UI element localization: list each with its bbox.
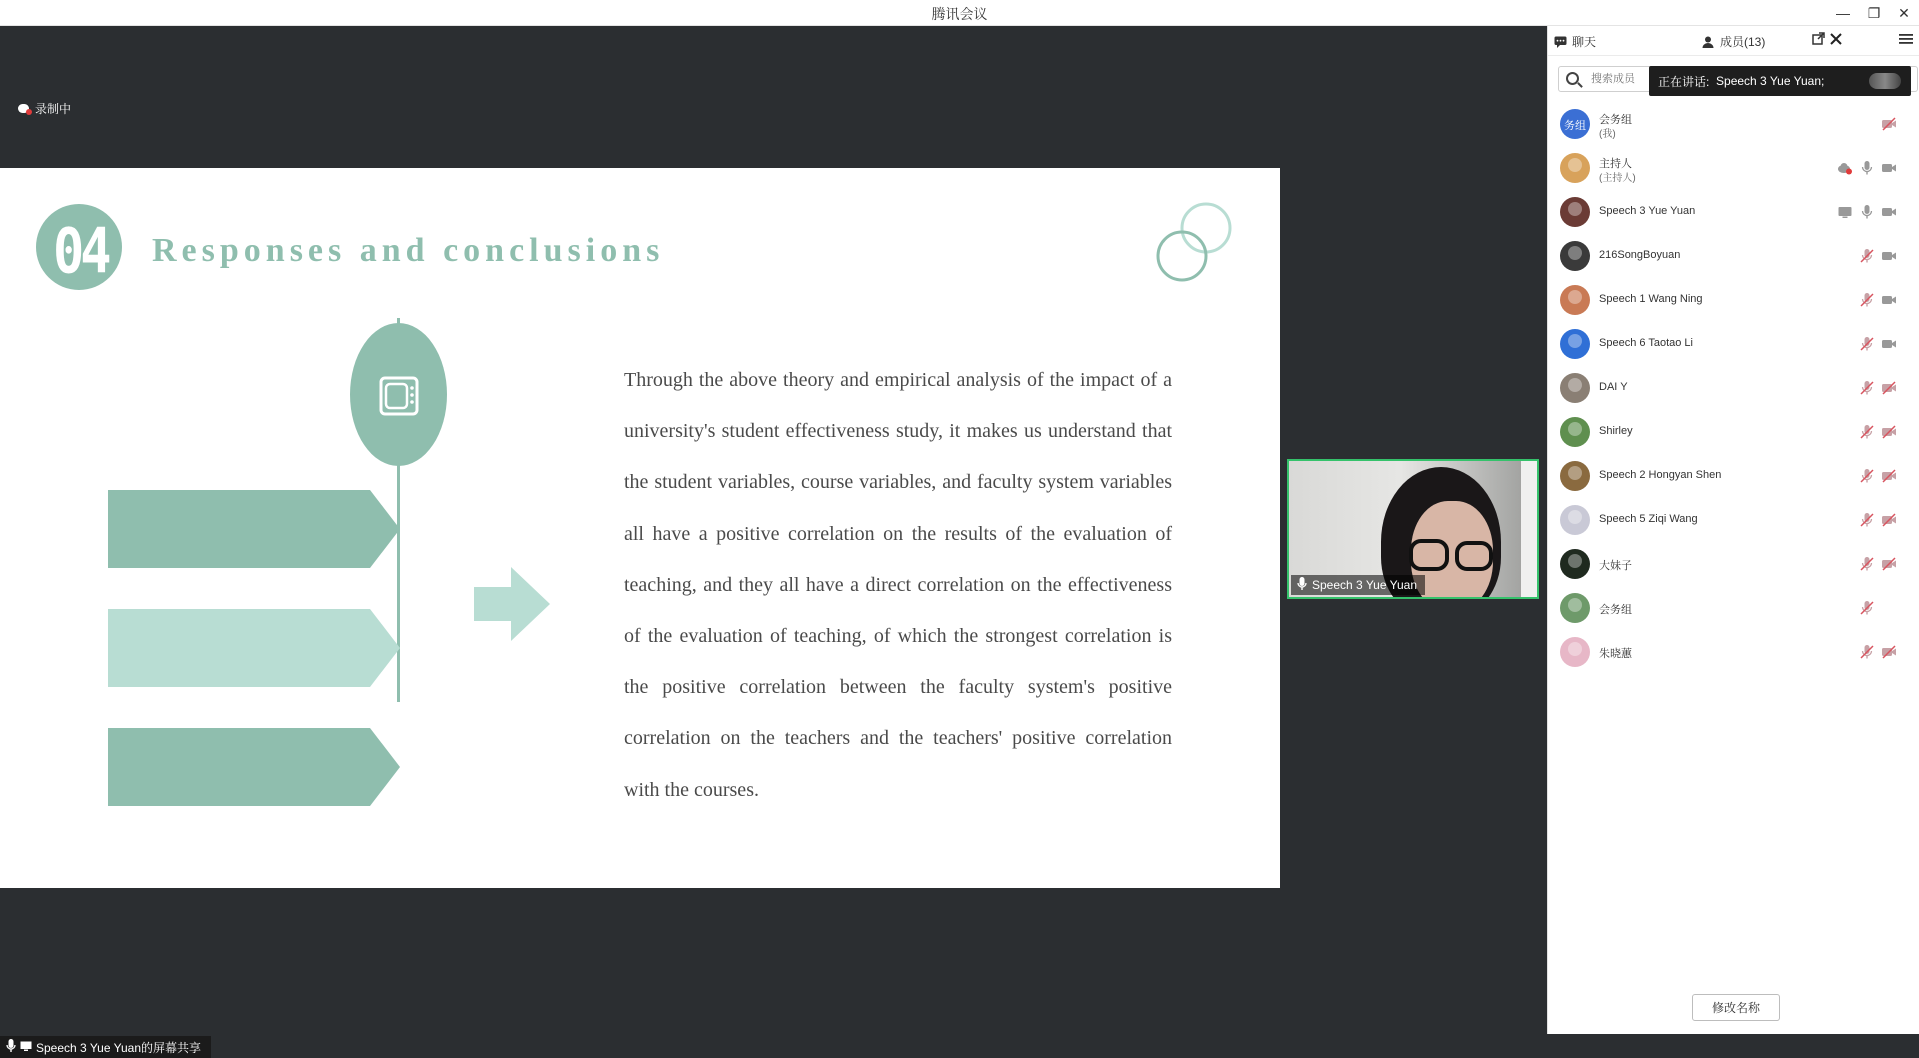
cloud-record-icon[interactable] (1837, 160, 1853, 176)
slide-title: Responses and conclusions (152, 232, 665, 269)
mic-muted-icon[interactable] (1859, 292, 1875, 308)
camera-off-icon[interactable] (1881, 644, 1897, 660)
avatar-text: 务组 (1564, 120, 1586, 132)
camera-icon[interactable] (1881, 336, 1897, 352)
mic-muted-icon[interactable] (1859, 556, 1875, 572)
recording-label: 录制中 (35, 101, 72, 116)
camera-off-icon[interactable] (1881, 424, 1897, 440)
camera-off-icon[interactable] (1881, 468, 1897, 484)
mic-icon (6, 1039, 16, 1056)
member-row[interactable] (1548, 322, 1919, 366)
avatar (1560, 505, 1590, 535)
member-name: Shirley (1599, 425, 1633, 437)
mic-muted-icon[interactable] (1859, 336, 1875, 352)
member-name: Speech 1 Wang Ning (1599, 293, 1703, 305)
member-row[interactable] (1548, 542, 1919, 586)
member-name: 216SongBoyuan (1599, 249, 1681, 261)
member-name: Speech 2 Hongyan Shen (1599, 469, 1722, 481)
camera-off-icon[interactable] (1881, 512, 1897, 528)
cloud-record-icon (18, 104, 30, 113)
avatar (1560, 285, 1590, 315)
member-row[interactable] (1548, 278, 1919, 322)
panel-tabs (1548, 26, 1919, 56)
restore-button[interactable]: ❐ (1867, 5, 1881, 21)
screen-share-icon[interactable] (1837, 204, 1853, 220)
close-panel-icon[interactable] (1828, 32, 1844, 48)
tv-icon (378, 374, 420, 418)
member-row[interactable] (1548, 146, 1919, 190)
avatar (1560, 417, 1590, 447)
glasses-right (1455, 541, 1493, 571)
member-name: 会务组 (1599, 604, 1632, 616)
menu-icon[interactable] (1898, 32, 1914, 48)
glasses-left (1409, 539, 1449, 571)
mic-muted-icon[interactable] (1859, 644, 1875, 660)
video-name-tag (1291, 575, 1425, 595)
search-icon (1566, 72, 1579, 85)
member-row[interactable] (1548, 190, 1919, 234)
member-row[interactable] (1548, 234, 1919, 278)
member-row[interactable] (1548, 366, 1919, 410)
member-name: 主持人 (1599, 158, 1632, 170)
recording-indicator[interactable] (18, 98, 71, 118)
mic-muted-icon[interactable] (1859, 600, 1875, 616)
mic-muted-icon[interactable] (1859, 380, 1875, 396)
arrow-shape-2 (108, 609, 400, 687)
right-arrow-icon (474, 567, 550, 641)
member-row[interactable] (1548, 498, 1919, 542)
avatar (1560, 549, 1590, 579)
avatar (1560, 637, 1590, 667)
mic-muted-icon[interactable] (1859, 468, 1875, 484)
member-row[interactable] (1548, 586, 1919, 630)
member-row[interactable] (1548, 410, 1919, 454)
speaking-tooltip (1649, 66, 1911, 96)
mic-muted-icon[interactable] (1859, 424, 1875, 440)
avatar (1560, 197, 1590, 227)
tab-chat-label: 聊天 (1572, 35, 1597, 49)
presentation-slide (0, 168, 1280, 888)
members-panel (1547, 26, 1919, 1034)
popout-icon[interactable] (1810, 32, 1826, 48)
share-label-text: Speech 3 Yue Yuan的屏幕共享 (36, 1040, 201, 1055)
member-name: 朱晓蕙 (1599, 648, 1632, 660)
member-row[interactable] (1548, 630, 1919, 674)
avatar (1560, 109, 1590, 139)
minimize-button[interactable]: — (1836, 5, 1850, 21)
speaking-name: Speech 3 Yue Yuan; (1716, 74, 1825, 88)
camera-off-icon[interactable] (1881, 116, 1897, 132)
member-role: (我) (1599, 129, 1616, 140)
members-icon (1702, 36, 1715, 48)
avatar (1560, 593, 1590, 623)
member-role: (主持人) (1599, 173, 1636, 184)
shared-screen-stage (0, 26, 1280, 1055)
member-name: Speech 5 Ziqi Wang (1599, 513, 1698, 525)
member-search-input[interactable] (1589, 70, 1649, 88)
member-list (1548, 102, 1919, 674)
slide-paragraph: Through the above theory and empirical analysis of the impact of a university's student effectiveness study, it makes us understand that the student variables, course variables, and faculty system variables all have a positive correlation on the results of the evaluation of teaching, and they all have a direct correlation on the effectiveness of the evaluation of teaching, of which the strongest correlation is the positive correlation between the faculty system's positive correlation on the teachers and the teachers' positive correlation with the courses. (624, 369, 1172, 801)
member-name: 会务组 (1599, 114, 1632, 126)
close-button[interactable]: ✕ (1898, 5, 1910, 21)
rename-button[interactable]: 修改名称 (1692, 994, 1780, 1021)
screen-share-icon (20, 1040, 32, 1054)
camera-off-icon[interactable] (1881, 556, 1897, 572)
member-name: Speech 3 Yue Yuan (1599, 205, 1696, 217)
mic-muted-icon[interactable] (1859, 512, 1875, 528)
decorative-circles-icon (1156, 202, 1238, 286)
member-row[interactable] (1548, 102, 1919, 146)
camera-off-icon[interactable] (1881, 380, 1897, 396)
camera-icon[interactable] (1881, 292, 1897, 308)
mic-muted-icon[interactable] (1859, 248, 1875, 264)
tab-members-label: 成员(13) (1720, 35, 1766, 49)
speaking-wave-icon (1869, 73, 1901, 89)
member-name: DAI Y (1599, 381, 1628, 393)
arrow-shape-1 (108, 490, 400, 568)
tab-chat[interactable] (1554, 33, 1596, 50)
window-title: 腾讯会议 (931, 6, 988, 22)
camera-icon[interactable] (1881, 248, 1897, 264)
mic-icon[interactable] (1859, 160, 1875, 176)
camera-icon[interactable] (1881, 160, 1897, 176)
slide-number: 04 (53, 216, 108, 288)
member-name: Speech 6 Taotao Li (1599, 337, 1693, 349)
avatar (1560, 329, 1590, 359)
speaking-label: 正在讲话: (1658, 74, 1710, 89)
video-name: Speech 3 Yue Yuan (1312, 578, 1417, 592)
arrow-shape-3 (108, 728, 400, 806)
tab-members[interactable] (1702, 33, 1765, 50)
screen-share-label (0, 1036, 211, 1058)
member-name: 大妹子 (1599, 560, 1632, 572)
speaker-video[interactable] (1287, 459, 1539, 599)
avatar (1560, 241, 1590, 271)
title-bar (0, 0, 1919, 26)
avatar (1560, 373, 1590, 403)
mic-icon[interactable] (1859, 204, 1875, 220)
avatar (1560, 461, 1590, 491)
camera-icon[interactable] (1881, 204, 1897, 220)
mic-icon (1297, 577, 1307, 594)
avatar (1560, 153, 1590, 183)
chat-icon (1554, 36, 1567, 48)
member-row[interactable] (1548, 454, 1919, 498)
